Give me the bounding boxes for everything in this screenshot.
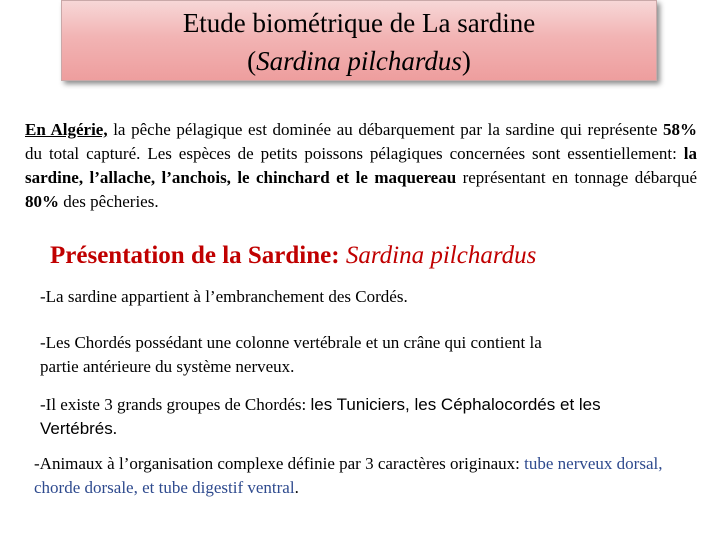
paragraph-groups-les: les	[578, 395, 601, 414]
paragraph-groups-end: .	[112, 419, 118, 438]
intro-paragraph	[25, 118, 697, 214]
section-title	[50, 240, 690, 272]
intro-percent-58: 58%	[663, 120, 698, 139]
paragraph-groups-text: -Il existe 3 grands groupes de Chordés:	[40, 395, 311, 414]
paragraph-groups-list: les Tuniciers, les Céphalocordés	[310, 395, 556, 414]
intro-text-1: la pêche pélagique est dominée au débarquement par la sardine qui représente	[107, 120, 664, 139]
paragraph-characters	[34, 452, 694, 500]
title-line-1: Etude biométrique de La sardine	[182, 8, 536, 38]
title-line-2	[62, 45, 656, 77]
paragraph-chordes-line-2: partie antérieure du système nerveux.	[40, 357, 295, 376]
paragraph-groups-vertebres: Vertébrés	[40, 419, 113, 438]
title-paren-close: )	[461, 46, 471, 76]
intro-text-4: des pêcheries.	[59, 192, 159, 211]
paragraph-cordes: -La sardine appartient à l’embranchement des Cordés.	[40, 287, 408, 306]
intro-percent-80: 80%	[25, 192, 59, 211]
title-paren-open: (	[247, 46, 257, 76]
intro-text-3: représentant en tonnage débarqué	[456, 168, 697, 187]
section-title-main: Présentation de la Sardine:	[50, 242, 346, 269]
title-box	[61, 0, 657, 81]
title-species-name: Sardina pilchardus	[256, 46, 462, 76]
paragraph-groups-and: et	[555, 395, 579, 414]
intro-lead: En Algérie,	[25, 120, 108, 139]
paragraph-characters-end: .	[294, 478, 299, 497]
paragraph-groups	[40, 393, 680, 441]
paragraph-chordes-line-1: -Les Chordés possédant une colonne vertébrale et un crâne qui contient la	[40, 333, 542, 352]
paragraph-characters-list: tube nerveux dorsal, chorde dorsale, et tube digestif ventral	[34, 454, 663, 497]
intro-text-2: du total capturé. Les espèces de petits poissons pélagiques concernées sont essentiellement:	[25, 144, 684, 163]
section-title-species: Sardina pilchardus	[345, 242, 537, 269]
intro-species-list: la sardine, l’allache, l’anchois, le chinchard et le maquereau	[25, 144, 697, 187]
paragraph-characters-text: -Animaux à l’organisation complexe définie par 3 caractères originaux:	[34, 454, 525, 473]
paragraph-chordes	[40, 331, 680, 379]
